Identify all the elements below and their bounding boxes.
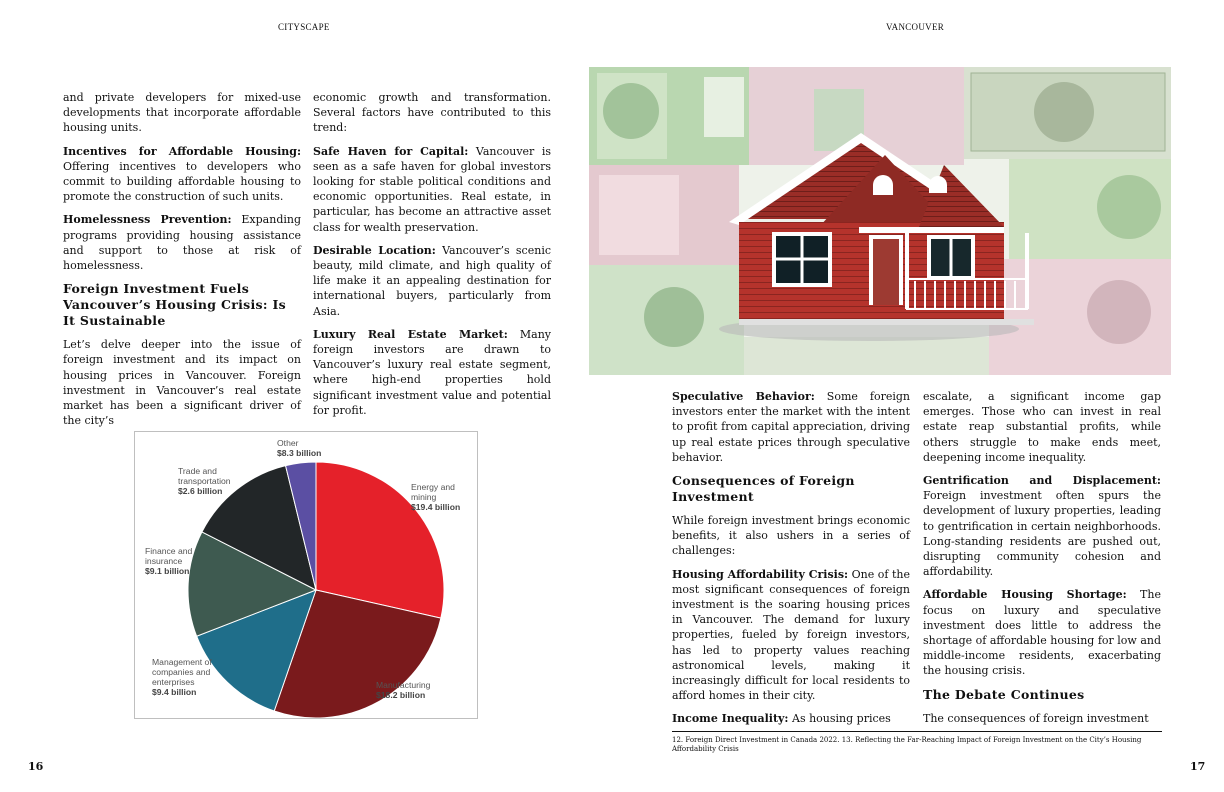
running-header-left: CITYSCAPE <box>278 22 330 32</box>
section-heading: Consequences of Foreign Investment <box>672 473 855 505</box>
paragraph <box>672 711 910 726</box>
paragraph-text: escalate, a significant income gap emerges. Those who can invest in real estate reap substantial profits, while others struggle to make ends meet, deepening income inequality. <box>923 390 1161 464</box>
pie-label-other: Other $8.3 billion <box>277 438 322 458</box>
paragraph <box>672 513 910 559</box>
paragraph-text: Offering incentives to developers who commit to building affordable housing to promote the construction of such units. <box>63 159 301 204</box>
paragraph-lead: Luxury Real Estate Market: <box>313 327 508 341</box>
paragraph-lead: Homelessness Prevention: <box>63 213 232 227</box>
paragraph-text: Vancouver’s scenic beauty, mild climate, and high quality of life make it an appealing destination for international buyers, particularly from Asia. <box>313 243 551 318</box>
paragraph-text: The consequences of foreign investment <box>923 711 1149 725</box>
text-column-1 <box>63 90 301 428</box>
footnote: 12. Foreign Direct Investment in Canada 2022. 13. Reflecting the Far-Reaching Impact of Foreign Investment on the City’s Housing Affordability Crisis <box>672 736 1142 753</box>
paragraph-text: Let’s delve deeper into the issue of foreign investment and its impact on housing prices in Vancouver. Foreign investment in Vancouver’s real estate market has been a significant driver of the city’s <box>63 338 301 428</box>
paragraph <box>313 90 551 136</box>
paragraph-text: and private developers for mixed-use developments that incorporate affordable housing units. <box>63 91 301 135</box>
paragraph <box>672 567 910 704</box>
paragraph <box>923 473 1161 579</box>
paragraph-lead: Incentives for Affordable Housing: <box>63 144 301 158</box>
paragraph-text: Vancouver is seen as a safe haven for global investors looking for stable political conditions and economic opportunities. Real estate, in particular, has become an attractive asset class for wealth preservation. <box>313 144 551 234</box>
text-column-2 <box>313 90 551 426</box>
paragraph <box>63 337 301 428</box>
text-column-3 <box>672 389 910 727</box>
paragraph <box>923 711 1161 726</box>
footnote-rule <box>672 731 1162 732</box>
pie-label-finance: Finance and insurance $9.1 billion <box>145 546 193 576</box>
paragraph-text: The focus on luxury and speculative investment does little to address the shortage of affordable housing for low and middle-income residents, exacerbating the housing crisis. <box>923 588 1162 678</box>
paragraph-text: Some foreign investors enter the market with the intent to profit from capital appreciation, driving up real estate prices through speculative behavior. <box>672 390 910 464</box>
paragraph-lead: Safe Haven for Capital: <box>313 144 469 158</box>
paragraph-text: As housing prices <box>788 712 891 726</box>
paragraph <box>63 212 301 273</box>
house-money-image <box>589 67 1171 375</box>
paragraph <box>63 144 301 205</box>
paragraph-lead: Gentrification and Displacement: <box>923 474 1161 488</box>
house-on-money-icon <box>589 67 1171 375</box>
paragraph-lead: Affordable Housing Shortage: <box>923 588 1127 602</box>
paragraph <box>672 389 910 465</box>
pie-label-energy: Energy and mining $19.4 billion <box>411 482 461 512</box>
pie-label-management: Management of companies and enterprises $9.4 billion <box>152 657 212 697</box>
paragraph-text: While foreign investment brings economic benefits, it also ushers in a series of challenges: <box>672 514 910 558</box>
paragraph-text: economic growth and transformation. Several factors have contributed to this trend: <box>313 91 551 135</box>
paragraph-lead: Speculative Behavior: <box>672 390 815 403</box>
paragraph-text: Expanding programs providing housing assistance and support to those at risk of homelessness. <box>63 213 301 273</box>
paragraph-text: Many foreign investors are drawn to Vancouver’s luxury real estate segment, where high-end properties hold significant investment value and potential for profit. <box>313 327 551 417</box>
paragraph-lead: Income Inequality: <box>672 712 789 726</box>
section-heading: Foreign Investment Fuels Vancouver’s Housing Crisis: Is It Sustainable <box>63 281 286 329</box>
paragraph <box>313 327 551 418</box>
page-number-left: 16 <box>28 760 44 773</box>
paragraph <box>923 389 1161 465</box>
paragraph <box>313 243 551 319</box>
paragraph-text: Foreign investment often spurs the development of luxury properties, leading to gentrification in certain neighborhoods. Long-standing residents are pushed out, disrupting community cohesion and affordability. <box>923 489 1161 579</box>
page-number-right: 17 <box>1190 760 1206 773</box>
paragraph-lead: Housing Affordability Crisis: <box>672 567 849 581</box>
paragraph <box>313 144 551 235</box>
text-column-4 <box>923 389 1161 726</box>
pie-label-manufacturing: Manufacturing $18.2 billion <box>376 680 431 700</box>
paragraph <box>923 587 1161 678</box>
paragraph-text: One of the most significant consequences of foreign investment is the soaring housing prices in Vancouver. The demand for luxury properties, fueled by foreign investors, has led to property values reaching astronomical levels, making it increasingly difficult for local residents to afford homes in their city. <box>672 567 910 703</box>
running-header-right: VANCOUVER <box>886 22 945 32</box>
paragraph <box>63 90 301 136</box>
pie-chart-figure <box>134 431 478 719</box>
section-heading: The Debate Continues <box>923 686 1085 702</box>
paragraph-lead: Desirable Location: <box>313 243 436 257</box>
pie-label-trade: Trade and transportation $2.6 billion <box>178 466 231 496</box>
